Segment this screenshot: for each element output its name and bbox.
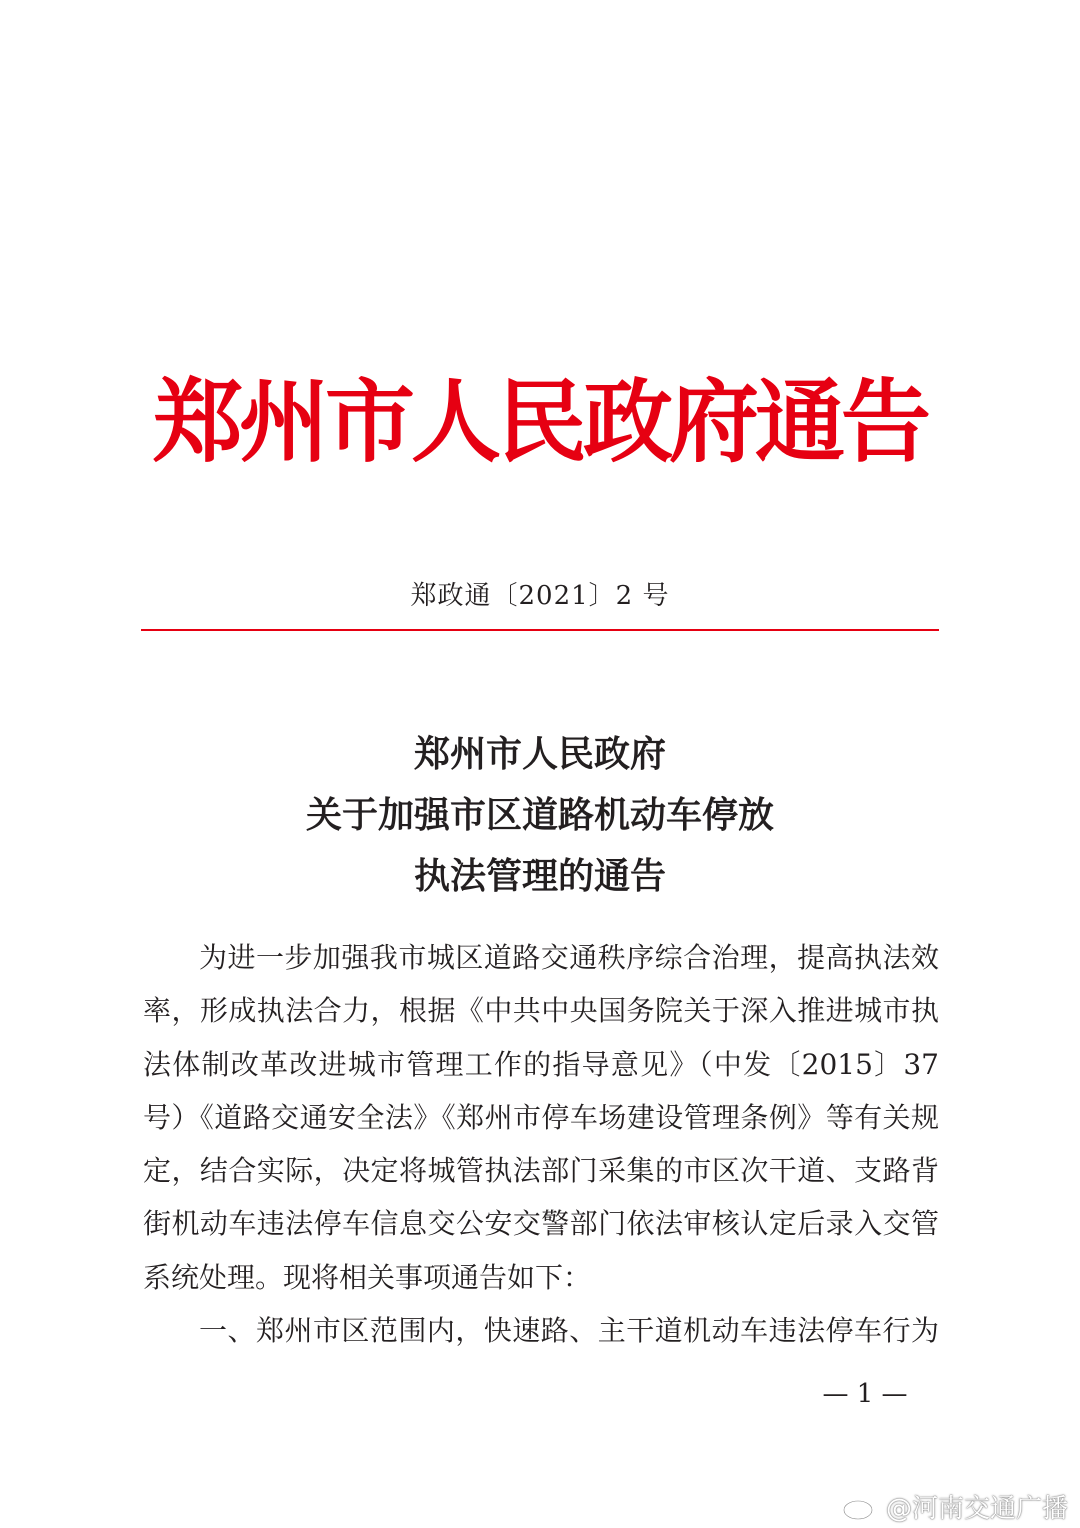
body-line: 号）《道路交通安全法》《郑州市停车场建设管理条例》等有关规	[143, 1100, 939, 1134]
body-line: 一、郑州市区范围内，快速路、主干道机动车违法停车行为	[199, 1314, 939, 1348]
title-line: 执法管理的通告	[413, 855, 666, 897]
body-text	[143, 931, 939, 1357]
body-line: 系统处理。现将相关事项通告如下：	[143, 1260, 592, 1294]
watermark	[842, 1488, 1068, 1524]
weibo-icon	[842, 1491, 880, 1521]
body-line: 定，结合实际，决定将城管执法部门采集的市区次干道、支路背	[143, 1154, 939, 1188]
body-line: 街机动车违法停车信息交公安交警部门依法审核认定后录入交管	[143, 1207, 939, 1241]
watermark-text: @河南交通广播	[885, 1493, 1068, 1524]
document-number: 郑政通〔2021〕2 号	[410, 581, 670, 611]
body-line: 为进一步加强我市城区道路交通秩序综合治理，提高执法效	[199, 941, 939, 974]
red-divider-line	[141, 629, 939, 631]
body-line: 法体制改革改进城市管理工作的指导意见》（中发〔2015〕37	[143, 1047, 939, 1081]
title-line: 关于加强市区道路机动车停放	[305, 794, 774, 836]
notice-title	[0, 724, 1080, 907]
title-line: 郑州市人民政府	[413, 733, 666, 775]
masthead-title: 郑州市人民政府通告	[153, 369, 927, 475]
page-number: — 1 —	[822, 1379, 908, 1409]
body-line: 率，形成执法合力，根据《中共中央国务院关于深入推进城市执	[143, 994, 939, 1028]
